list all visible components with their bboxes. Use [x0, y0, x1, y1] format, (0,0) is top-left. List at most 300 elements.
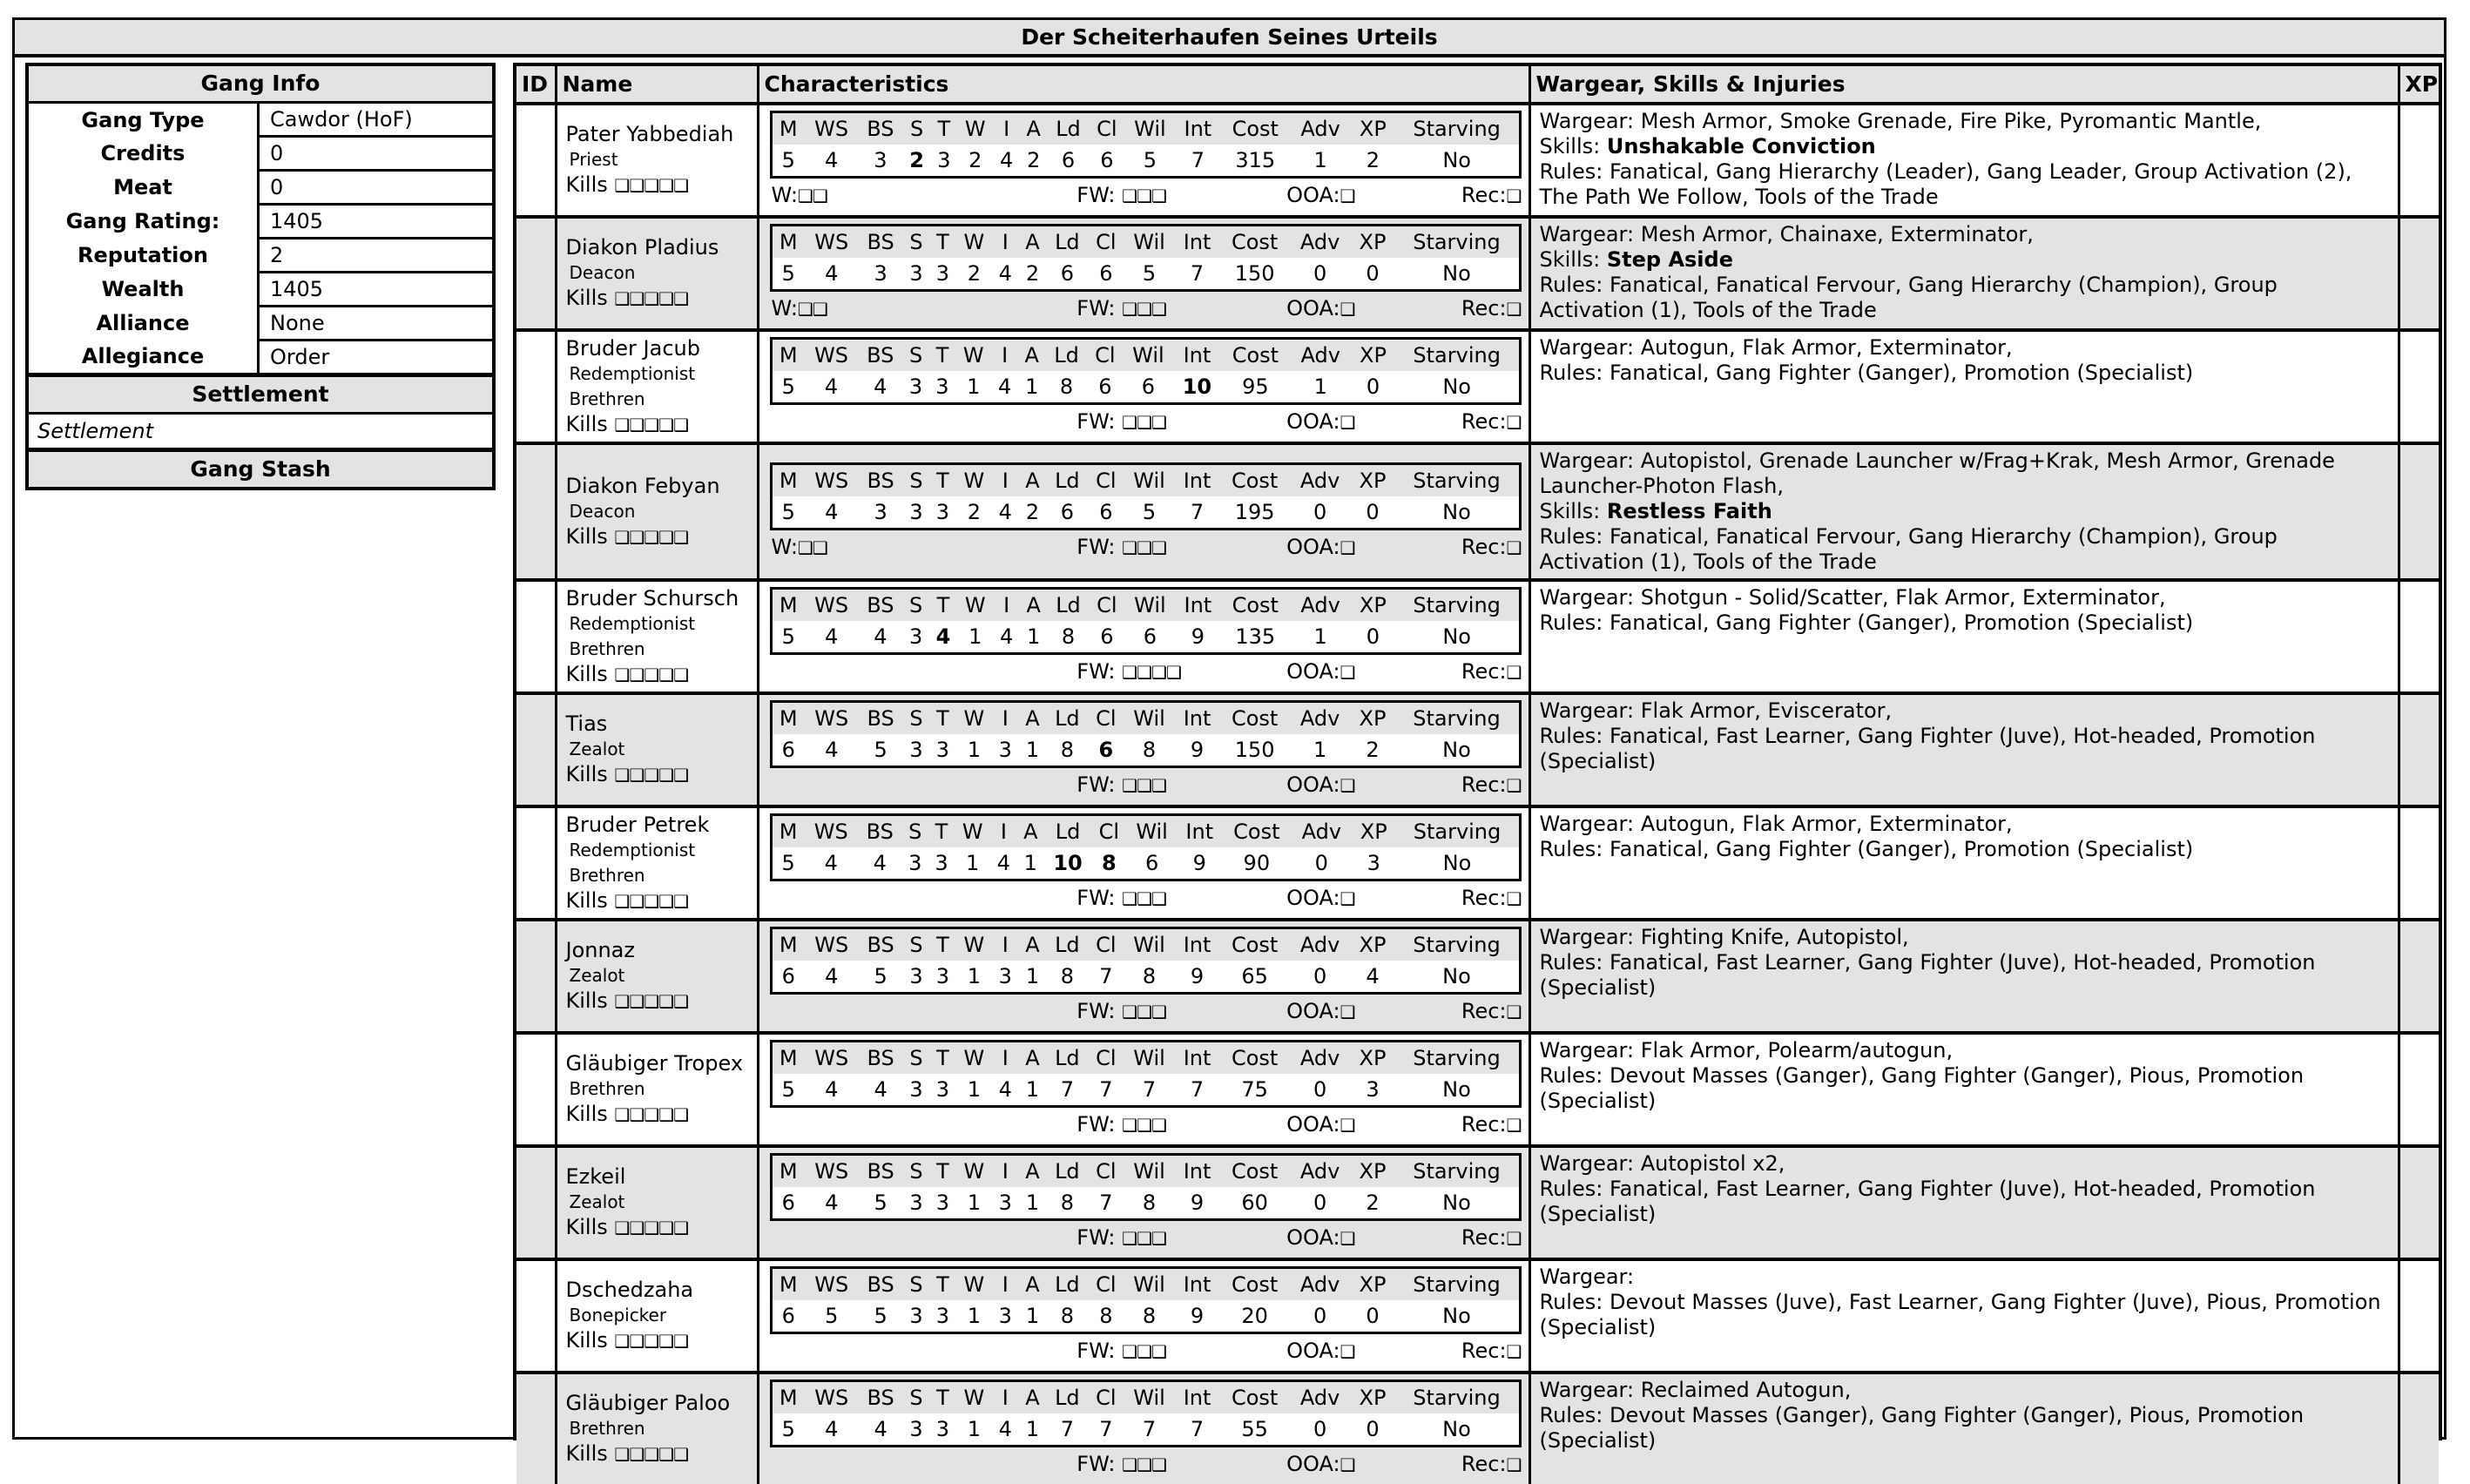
- checkbox-icon[interactable]: ❑❑❑: [1122, 299, 1166, 320]
- stat-header: A: [1019, 1156, 1047, 1187]
- stat-header: W: [956, 1382, 992, 1413]
- kills-track[interactable]: [566, 762, 757, 788]
- checkbox-icon[interactable]: ❑: [1506, 662, 1522, 683]
- checkbox-icon[interactable]: ❑: [1340, 1002, 1355, 1022]
- stat-header: Ld: [1046, 226, 1088, 258]
- checkbox-icon[interactable]: ❑: [1506, 186, 1522, 206]
- fighter-xp: [2399, 1373, 2439, 1484]
- stat-value: 8: [1061, 624, 1076, 649]
- checkbox-icon[interactable]: ❑❑❑: [1122, 888, 1166, 909]
- stat-value: 2: [967, 261, 981, 286]
- checkbox-icon[interactable]: ❑: [1340, 888, 1355, 909]
- stat-value: 4: [825, 1077, 839, 1102]
- stat-header: Ld: [1046, 703, 1088, 734]
- fighter-name-cell: [556, 693, 758, 806]
- stat-header: A: [1019, 1269, 1047, 1300]
- wounds-track[interactable]: [772, 535, 947, 559]
- stat-value: 0: [1366, 624, 1380, 649]
- fighter-row[interactable]: [516, 1373, 2439, 1484]
- checkbox-icon[interactable]: ❑: [1506, 1228, 1522, 1249]
- stat-header: A: [1018, 340, 1046, 371]
- stat-value: 9: [1191, 624, 1205, 649]
- rules-list: Fanatical, Fast Learner, Gang Fighter (Juve), Hot-headed, Promotion (Specialist): [1539, 724, 2316, 773]
- stat-value: 6: [781, 964, 795, 988]
- recovery-track[interactable]: [1461, 886, 1522, 910]
- stat-value: 3: [874, 499, 887, 524]
- fighter-name[interactable]: Diakon Febyan: [565, 473, 720, 498]
- stat-header: WS: [805, 226, 858, 258]
- fighter-row[interactable]: [516, 920, 2439, 1033]
- rules-list: Fanatical, Fast Learner, Gang Fighter (Juve), Hot-headed, Promotion (Specialist): [1539, 1177, 2316, 1226]
- fighter-row[interactable]: [516, 1146, 2439, 1259]
- recovery-track[interactable]: [1461, 1339, 1522, 1363]
- fighter-name[interactable]: Gläubiger Tropex: [565, 1051, 744, 1076]
- stat-header: Starving: [1394, 703, 1518, 734]
- stat-header: Wil: [1124, 113, 1175, 145]
- fighter-name[interactable]: Pater Yabbediah: [565, 122, 734, 146]
- kills-track[interactable]: [566, 1215, 757, 1241]
- stat-header: XP: [1351, 929, 1395, 961]
- stat-header: Adv: [1290, 226, 1351, 258]
- stat-value: 3: [935, 1417, 950, 1441]
- out-of-action-track[interactable]: [1252, 659, 1461, 684]
- rules-line: [1540, 950, 2389, 1001]
- stat-value: 1: [967, 1417, 981, 1441]
- injury-tracks: [770, 1447, 1522, 1481]
- wargear-cell: [1529, 693, 2399, 806]
- wargear-list: Flak Armor, Polearm/autogun,: [1640, 1038, 1954, 1062]
- fighter-row[interactable]: [516, 1033, 2439, 1146]
- stat-header: BS: [858, 113, 902, 145]
- gang-info-label: Gang Type: [81, 107, 205, 132]
- stat-value: 3: [935, 499, 950, 524]
- fighter-row[interactable]: [516, 806, 2439, 920]
- wargear-list: Autogun, Flak Armor, Exterminator,: [1640, 812, 2013, 836]
- rules-label: Rules:: [1539, 524, 1603, 549]
- stat-value: 1: [967, 1304, 981, 1328]
- fighter-name[interactable]: Gläubiger Paloo: [565, 1391, 731, 1415]
- rules-label: Rules:: [1539, 724, 1603, 748]
- stat-value: 55: [1241, 1417, 1268, 1441]
- kills-track[interactable]: [566, 662, 757, 688]
- stat-value: 150: [1234, 261, 1275, 286]
- stat-value: 3: [874, 261, 887, 286]
- wargear-label: Wargear:: [1539, 109, 1635, 133]
- fighter-name[interactable]: Bruder Jacub: [565, 335, 700, 361]
- stat-value: 3: [908, 851, 922, 875]
- stat-value: 5: [781, 148, 795, 172]
- fighter-id: [516, 1146, 556, 1259]
- rules-list: Fanatical, Fanatical Fervour, Gang Hierarchy (Champion), Group Activation (1), Tools of the Trade: [1539, 273, 2278, 322]
- stat-header: Cl: [1088, 1269, 1124, 1300]
- recovery-track[interactable]: [1461, 535, 1522, 559]
- checkbox-icon[interactable]: ❑: [1506, 536, 1522, 558]
- stat-header: Cl: [1088, 1382, 1124, 1413]
- checkbox-icon[interactable]: ❑: [1506, 1115, 1522, 1136]
- wargear-list: Autopistol x2,: [1640, 1151, 1785, 1176]
- stat-header: Int: [1175, 1269, 1220, 1300]
- stat-header: Cl: [1089, 113, 1124, 145]
- recovery-track[interactable]: [1461, 296, 1522, 320]
- stat-value: 3: [998, 738, 1012, 762]
- checkbox-icon[interactable]: ❑❑❑: [1122, 412, 1166, 433]
- stat-header: BS: [858, 1156, 902, 1187]
- kills-track[interactable]: [566, 412, 757, 438]
- checkbox-icon[interactable]: ❑❑: [797, 536, 827, 558]
- stat-header: M: [773, 465, 806, 496]
- stat-header: A: [1019, 226, 1047, 258]
- rules-list: Fanatical, Gang Fighter (Ganger), Promotion (Specialist): [1609, 837, 2194, 861]
- rules-line: [1540, 524, 2389, 575]
- stat-header: Ld: [1048, 590, 1090, 621]
- recovery-track[interactable]: [1461, 659, 1522, 684]
- checkbox-icon[interactable]: ❑❑❑❑❑: [614, 1444, 689, 1465]
- stat-header: Wil: [1124, 1042, 1174, 1074]
- stat-value: 5: [781, 851, 795, 875]
- checkbox-icon[interactable]: ❑❑❑: [1122, 1115, 1166, 1136]
- stat-value: No: [1442, 851, 1472, 875]
- characteristics-cell: [758, 1146, 1529, 1259]
- out-of-action-track[interactable]: [1252, 999, 1461, 1023]
- fighter-xp: [2399, 330, 2439, 443]
- stat-header: S: [903, 703, 929, 734]
- stat-value: 4: [825, 964, 839, 988]
- stat-value: 0: [1313, 1191, 1327, 1215]
- stat-value: 3: [935, 738, 950, 762]
- rules-line: [1540, 610, 2389, 636]
- checkbox-icon[interactable]: ❑❑❑❑❑: [614, 890, 689, 912]
- fighter-name[interactable]: Tias: [565, 712, 608, 736]
- flesh-wounds-track[interactable]: [946, 296, 1252, 320]
- recovery-track[interactable]: [1461, 772, 1522, 797]
- ooa-label: OOA:: [1286, 1225, 1340, 1250]
- stat-header: XP: [1351, 340, 1395, 371]
- stat-header: BS: [858, 816, 902, 847]
- stat-header: Adv: [1292, 816, 1352, 847]
- stat-header: WS: [805, 1156, 858, 1187]
- recovery-track[interactable]: [1461, 1112, 1522, 1137]
- wounds-track[interactable]: [772, 296, 947, 320]
- out-of-action-track[interactable]: [1252, 1112, 1461, 1137]
- flesh-wounds-track[interactable]: [946, 772, 1252, 797]
- checkbox-icon[interactable]: ❑❑❑❑: [1122, 662, 1181, 683]
- checkbox-icon[interactable]: ❑: [1506, 888, 1522, 909]
- fw-label: FW:: [1076, 772, 1116, 797]
- out-of-action-track[interactable]: [1252, 886, 1461, 910]
- rules-list: Devout Masses (Ganger), Gang Fighter (Ganger), Pious, Promotion (Specialist): [1539, 1403, 2305, 1453]
- checkbox-icon[interactable]: ❑❑❑: [1122, 1454, 1166, 1475]
- injury-tracks: [770, 405, 1522, 438]
- wargear-cell: [1529, 1033, 2399, 1146]
- fighter-id: [516, 217, 556, 330]
- fighter-id: [516, 330, 556, 443]
- checkbox-icon[interactable]: ❑: [1506, 1454, 1522, 1475]
- flesh-wounds-track[interactable]: [946, 1112, 1252, 1137]
- checkbox-icon[interactable]: ❑: [1506, 775, 1522, 796]
- kills-track[interactable]: [566, 286, 757, 312]
- stat-header: M: [773, 590, 805, 621]
- rules-label: Rules:: [1539, 273, 1603, 297]
- checkbox-icon[interactable]: ❑❑❑❑❑: [614, 1104, 689, 1125]
- stat-header: Ld: [1046, 929, 1088, 961]
- recovery-track[interactable]: [1461, 999, 1522, 1023]
- stat-header: I: [992, 1042, 1018, 1074]
- stat-header: I: [992, 703, 1018, 734]
- fighter-name[interactable]: Diakon Pladius: [565, 235, 719, 260]
- fighter-name[interactable]: Bruder Schursch: [565, 585, 739, 610]
- gang-info-value: None: [259, 307, 493, 341]
- checkbox-icon[interactable]: ❑❑❑❑❑: [614, 175, 689, 196]
- stat-value: 4: [825, 261, 839, 286]
- checkbox-icon[interactable]: ❑❑❑: [1122, 775, 1166, 796]
- stat-value: 1: [1313, 624, 1327, 649]
- kills-track[interactable]: [566, 1328, 757, 1354]
- stat-value: 5: [874, 738, 887, 762]
- stat-header: Wil: [1123, 340, 1173, 371]
- fighter-row[interactable]: [516, 330, 2439, 443]
- stat-value: 0: [1313, 261, 1327, 286]
- checkbox-icon[interactable]: ❑: [1340, 1115, 1355, 1136]
- ooa-label: OOA:: [1286, 886, 1340, 910]
- gang-info-label: Meat: [113, 175, 172, 199]
- stat-value: 6: [1061, 148, 1076, 172]
- fighter-row[interactable]: [516, 693, 2439, 806]
- checkbox-icon[interactable]: ❑❑❑❑❑: [614, 664, 689, 685]
- out-of-action-track[interactable]: [1252, 1339, 1461, 1363]
- out-of-action-track[interactable]: [1252, 296, 1461, 320]
- skills-list: Unshakable Conviction: [1606, 134, 1876, 159]
- wounds-label: W:: [771, 183, 798, 207]
- flesh-wounds-track[interactable]: [946, 659, 1252, 684]
- kills-label: Kills: [565, 988, 608, 1013]
- checkbox-icon[interactable]: ❑: [1340, 775, 1355, 796]
- stat-value: 6: [1060, 499, 1074, 524]
- ooa-label: OOA:: [1286, 1339, 1340, 1363]
- checkbox-icon[interactable]: ❑❑❑❑❑: [614, 526, 689, 548]
- stat-header: Cost: [1220, 1382, 1290, 1413]
- fighter-row[interactable]: [516, 443, 2439, 580]
- stat-header: Cl: [1088, 226, 1124, 258]
- fighter-name-cell: [556, 1033, 758, 1146]
- kills-track[interactable]: [566, 1102, 757, 1128]
- checkbox-icon[interactable]: ❑❑❑: [1122, 186, 1166, 206]
- stat-header: Cost: [1222, 816, 1292, 847]
- fighter-name[interactable]: Bruder Petrek: [565, 812, 710, 837]
- stat-value: 315: [1235, 148, 1276, 172]
- stat-value: 3: [998, 1191, 1012, 1215]
- out-of-action-track[interactable]: [1252, 1225, 1461, 1250]
- stat-value: No: [1442, 964, 1471, 988]
- stat-value: 0: [1366, 1417, 1380, 1441]
- stat-header: WS: [805, 1382, 858, 1413]
- checkbox-icon[interactable]: ❑: [1340, 536, 1355, 558]
- rules-label: Rules:: [1539, 1063, 1603, 1088]
- stat-header: S: [903, 465, 929, 496]
- wargear-list: Flak Armor, Eviscerator,: [1640, 698, 1893, 723]
- flesh-wounds-track[interactable]: [946, 886, 1252, 910]
- fighter-name[interactable]: Ezkeil: [565, 1164, 626, 1189]
- stat-value: 8: [1059, 374, 1074, 399]
- fighter-xp: [2399, 1033, 2439, 1146]
- stat-value: 2: [1025, 499, 1040, 524]
- fighter-row[interactable]: [516, 104, 2439, 217]
- stat-header: Starving: [1395, 816, 1518, 847]
- out-of-action-track[interactable]: [1252, 409, 1461, 434]
- rules-list: Fanatical, Gang Fighter (Ganger), Promotion (Specialist): [1609, 361, 2194, 385]
- flesh-wounds-track[interactable]: [946, 1452, 1252, 1476]
- stat-block: [770, 1379, 1522, 1447]
- checkbox-icon[interactable]: ❑❑❑: [1122, 1002, 1166, 1022]
- stat-value: 3: [935, 964, 950, 988]
- stat-block: [770, 813, 1522, 881]
- ooa-label: OOA:: [1286, 659, 1340, 684]
- stat-value: 3: [909, 261, 923, 286]
- stat-header: M: [773, 703, 806, 734]
- checkbox-icon[interactable]: ❑: [1340, 186, 1355, 206]
- stat-header: S: [903, 226, 929, 258]
- stat-header: Cl: [1088, 465, 1124, 496]
- kills-track[interactable]: [566, 988, 757, 1015]
- kills-label: Kills: [565, 523, 608, 549]
- stat-value: 8: [1060, 738, 1074, 762]
- stat-block: [770, 587, 1522, 655]
- checkbox-icon[interactable]: ❑❑: [797, 186, 827, 206]
- fighter-name-cell: [556, 104, 758, 217]
- kills-track[interactable]: [566, 172, 757, 199]
- flesh-wounds-track[interactable]: [946, 1225, 1252, 1250]
- out-of-action-track[interactable]: [1252, 183, 1461, 207]
- checkbox-icon[interactable]: ❑: [1340, 1454, 1355, 1475]
- stat-value: 1: [967, 1077, 981, 1102]
- rec-label: Rec:: [1461, 1452, 1507, 1476]
- recovery-track[interactable]: [1461, 1452, 1522, 1476]
- ooa-label: OOA:: [1286, 296, 1340, 320]
- wargear-label: Wargear:: [1539, 1378, 1635, 1402]
- checkbox-icon[interactable]: ❑❑❑❑❑: [614, 414, 689, 435]
- checkbox-icon[interactable]: ❑❑❑: [1122, 536, 1166, 558]
- out-of-action-track[interactable]: [1252, 535, 1461, 559]
- checkbox-icon[interactable]: ❑❑: [797, 299, 827, 320]
- checkbox-icon[interactable]: ❑: [1340, 299, 1355, 320]
- wargear-label: Wargear:: [1539, 1038, 1635, 1062]
- stat-value: 7: [1190, 499, 1205, 524]
- wargear-cell: [1529, 806, 2399, 920]
- stat-header: A: [1019, 465, 1047, 496]
- checkbox-icon[interactable]: ❑❑❑❑❑: [614, 1331, 689, 1352]
- out-of-action-track[interactable]: [1252, 1452, 1461, 1476]
- skills-line: [1540, 247, 2389, 273]
- stat-header: Starving: [1394, 1156, 1518, 1187]
- recovery-track[interactable]: [1461, 183, 1522, 207]
- rules-list: Fanatical, Fanatical Fervour, Gang Hierarchy (Champion), Group Activation (1), Tools of the Trade: [1539, 524, 2278, 574]
- stat-header: I: [993, 590, 1019, 621]
- stat-block: [770, 337, 1522, 405]
- stat-value: 4: [825, 1191, 839, 1215]
- stat-value: 3: [935, 1304, 950, 1328]
- flesh-wounds-track[interactable]: [946, 1339, 1252, 1363]
- checkbox-icon[interactable]: ❑: [1340, 662, 1355, 683]
- stat-header: I: [992, 226, 1018, 258]
- stat-value: 90: [1243, 851, 1271, 875]
- checkbox-icon[interactable]: ❑❑❑❑❑: [614, 288, 689, 309]
- checkbox-icon[interactable]: ❑: [1506, 1341, 1522, 1362]
- fighter-name[interactable]: Dschedzaha: [565, 1278, 694, 1302]
- stat-value: 1: [1025, 374, 1039, 399]
- checkbox-icon[interactable]: ❑❑❑❑❑: [614, 765, 689, 786]
- fighter-row[interactable]: [516, 580, 2439, 693]
- stat-header: Adv: [1290, 1042, 1351, 1074]
- stat-header: XP: [1352, 816, 1396, 847]
- stat-header: Adv: [1290, 1269, 1351, 1300]
- kills-track[interactable]: [566, 1441, 757, 1467]
- stat-value: No: [1442, 148, 1471, 172]
- stat-header: Cl: [1088, 929, 1124, 961]
- gang-sheet: [12, 17, 2446, 1476]
- fighter-name[interactable]: Jonnaz: [565, 938, 635, 962]
- stat-header: M: [773, 1269, 806, 1300]
- recovery-track[interactable]: [1461, 409, 1522, 434]
- stat-value: 195: [1234, 499, 1275, 524]
- ooa-label: OOA:: [1286, 999, 1340, 1023]
- flesh-wounds-track[interactable]: [946, 183, 1252, 207]
- gang-info-label: Wealth: [101, 277, 185, 301]
- stat-value: 4: [824, 624, 839, 649]
- checkbox-icon[interactable]: ❑❑❑: [1122, 1228, 1166, 1249]
- kills-track[interactable]: [566, 888, 757, 914]
- stat-header: A: [1019, 929, 1047, 961]
- fighter-name-cell: [556, 1259, 758, 1373]
- characteristics-cell: [758, 693, 1529, 806]
- checkbox-icon[interactable]: ❑: [1340, 1341, 1355, 1362]
- fighter-type: Redemptionist Brethren: [569, 839, 696, 886]
- checkbox-icon[interactable]: ❑❑❑❑❑: [614, 1218, 689, 1238]
- flesh-wounds-track[interactable]: [946, 409, 1252, 434]
- out-of-action-track[interactable]: [1252, 772, 1461, 797]
- fighter-row[interactable]: [516, 217, 2439, 330]
- stat-value: 10: [1182, 374, 1212, 399]
- kills-track[interactable]: [566, 524, 757, 550]
- gang-info-value: 0: [259, 171, 493, 205]
- checkbox-icon[interactable]: ❑❑❑: [1122, 1341, 1166, 1362]
- checkbox-icon[interactable]: ❑: [1506, 412, 1522, 433]
- stat-value: 4: [874, 1417, 887, 1441]
- stat-header: Wil: [1127, 816, 1178, 847]
- gang-info-label: Credits: [100, 141, 186, 165]
- wargear-label: Wargear:: [1539, 812, 1635, 836]
- stat-header: XP: [1351, 1042, 1395, 1074]
- fighter-row[interactable]: [516, 1259, 2439, 1373]
- recovery-track[interactable]: [1461, 1225, 1522, 1250]
- checkbox-icon[interactable]: ❑: [1340, 412, 1355, 433]
- wounds-track[interactable]: [772, 183, 947, 207]
- checkbox-icon[interactable]: ❑: [1506, 299, 1522, 320]
- skills-list: Step Aside: [1606, 247, 1733, 272]
- fighter-id: [516, 1259, 556, 1373]
- flesh-wounds-track[interactable]: [946, 535, 1252, 559]
- stat-header: A: [1019, 1382, 1047, 1413]
- stat-value: 4: [825, 499, 839, 524]
- checkbox-icon[interactable]: ❑: [1340, 1228, 1355, 1249]
- skills-label: Skills:: [1539, 247, 1601, 272]
- flesh-wounds-track[interactable]: [946, 999, 1252, 1023]
- stat-value: 3: [909, 1077, 923, 1102]
- checkbox-icon[interactable]: ❑❑❑❑❑: [614, 991, 689, 1012]
- checkbox-icon[interactable]: ❑: [1506, 1002, 1522, 1022]
- stat-header: XP: [1351, 226, 1395, 258]
- rules-label: Rules:: [1539, 1403, 1603, 1427]
- ooa-label: OOA:: [1286, 1452, 1340, 1476]
- injury-tracks: [770, 768, 1522, 801]
